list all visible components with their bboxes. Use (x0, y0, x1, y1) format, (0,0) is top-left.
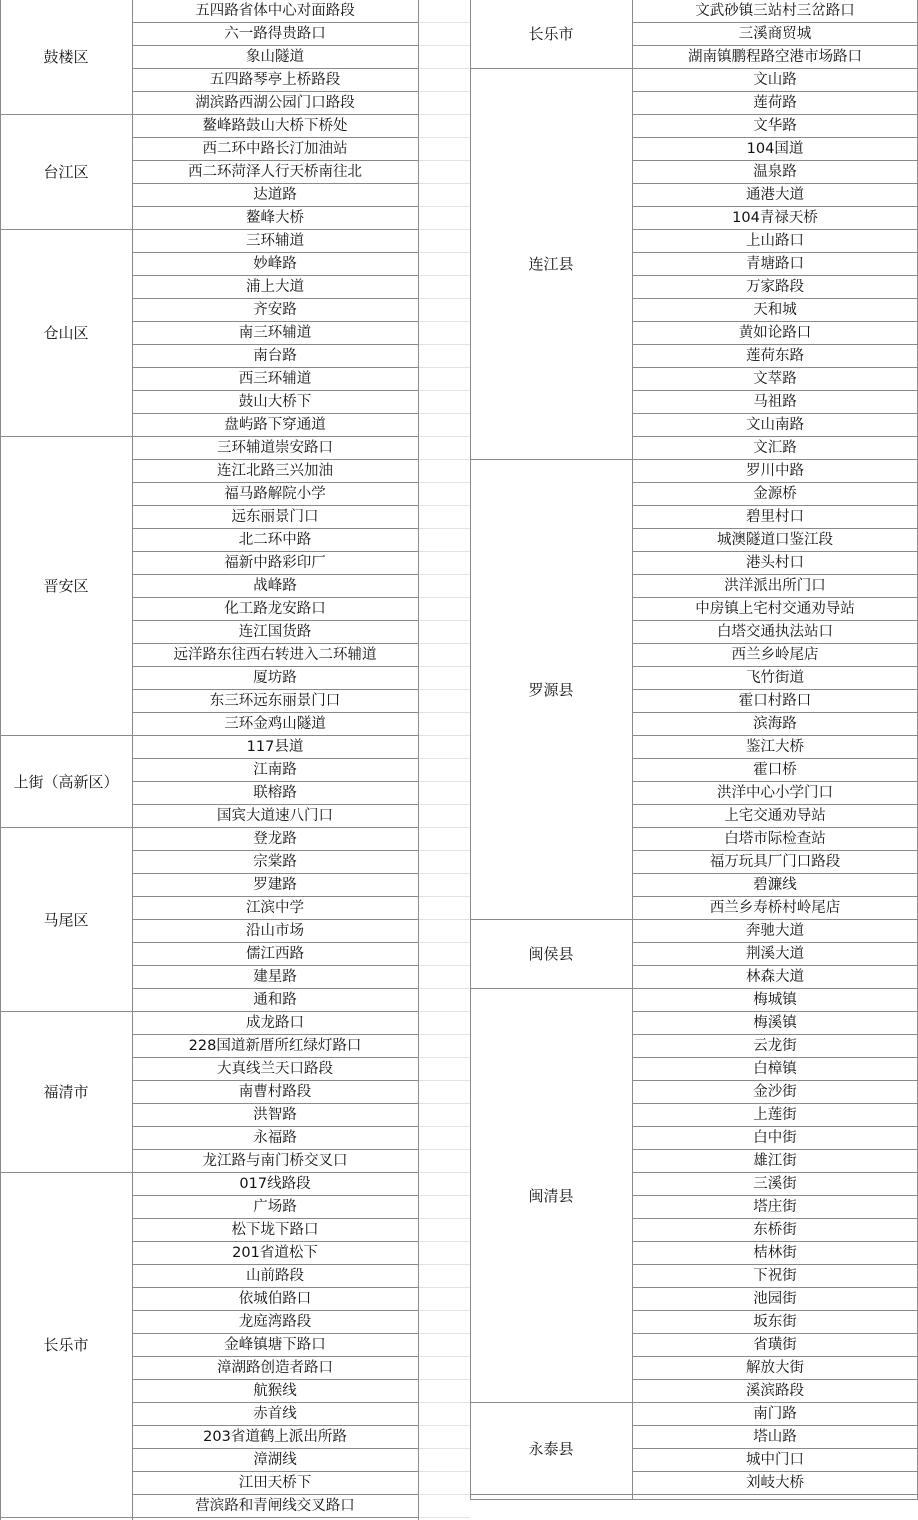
location-cell: 南曹村路段 (132, 1081, 418, 1104)
location-cell: 漳湖线 (132, 1449, 418, 1472)
location-cell: 文华路 (632, 115, 918, 138)
district-cell: 仓山区 (43, 324, 89, 342)
district-cell: 鼓楼区 (43, 48, 89, 66)
location-cell: 104国道 (632, 138, 918, 161)
location-cell: 文萃路 (632, 368, 918, 391)
district-cell: 台江区 (43, 163, 89, 181)
district-cell: 闽侯县 (528, 945, 574, 963)
location-cell: 三环辅道 (132, 230, 418, 253)
grid-line (470, 1499, 918, 1500)
location-cell: 鼓山大桥下 (132, 391, 418, 414)
district-cell: 晋安区 (43, 577, 89, 595)
district-cell: 上街（高新区） (13, 772, 119, 791)
district-cell: 福清市 (43, 1083, 89, 1101)
location-cell: 联榕路 (132, 782, 418, 805)
location-cell: 营滨路和青闸线交叉路口 (132, 1495, 418, 1518)
location-cell: 东桥街 (632, 1219, 918, 1242)
location-cell: 洪洋中心小学门口 (632, 782, 918, 805)
location-cell: 齐安路 (132, 299, 418, 322)
location-cell: 塔山路 (632, 1426, 918, 1449)
location-cell: 省璜街 (632, 1334, 918, 1357)
location-cell: 登龙路 (132, 828, 418, 851)
location-cell: 碧里村口 (632, 506, 918, 529)
district-cell: 连江县 (528, 255, 574, 273)
district-cell: 罗源县 (528, 680, 574, 699)
district-cell: 长乐市 (43, 1336, 89, 1354)
location-cell: 福新中路彩印厂 (132, 552, 418, 575)
location-cell: 罗川中路 (632, 460, 918, 483)
location-cell: 坂东街 (632, 1311, 918, 1334)
location-cell: 017线路段 (132, 1173, 418, 1196)
location-cell: 黄如论路口 (632, 322, 918, 345)
location-cell: 三环金鸡山隧道 (132, 713, 418, 736)
location-cell: 远洋路东往西右转进入二环辅道 (132, 644, 418, 667)
location-cell: 沿山市场 (132, 920, 418, 943)
location-cell: 梅城镇 (632, 989, 918, 1012)
location-cell: 西二环菏泽人行天桥南往北 (132, 161, 418, 184)
location-cell: 文山路 (632, 69, 918, 92)
location-cell: 城中门口 (632, 1449, 918, 1472)
location-cell: 妙峰路 (132, 253, 418, 276)
location-cell: 桔林街 (632, 1242, 918, 1265)
group-divider (470, 1494, 918, 1495)
location-cell: 依城伯路口 (132, 1288, 418, 1311)
location-cell: 大真线兰天口路段 (132, 1058, 418, 1081)
location-cell: 白塔交通执法站口 (632, 621, 918, 644)
location-cell: 霍口村路口 (632, 690, 918, 713)
location-cell: 鉴江大桥 (632, 736, 918, 759)
location-cell: 东三环远东丽景门口 (132, 690, 418, 713)
location-cell: 池园街 (632, 1288, 918, 1311)
location-cell: 城澳隧道口鉴江段 (632, 529, 918, 552)
location-cell: 港头村口 (632, 552, 918, 575)
location-cell: 航猴线 (132, 1380, 418, 1403)
location-cell: 漳湖路创造者路口 (132, 1357, 418, 1380)
location-cell: 战峰路 (132, 575, 418, 598)
location-cell: 203省道鹤上派出所路 (132, 1426, 418, 1449)
location-cell: 文山南路 (632, 414, 918, 437)
location-cell: 溪滨路段 (632, 1380, 918, 1403)
location-cell: 厦坊路 (132, 667, 418, 690)
location-cell: 五四路琴亭上桥路段 (132, 69, 418, 92)
location-cell: 雄江街 (632, 1150, 918, 1173)
location-cell: 六一路得贵路口 (132, 23, 418, 46)
district-cell: 闽清县 (528, 1186, 574, 1205)
location-cell: 龙庭湾路段 (132, 1311, 418, 1334)
location-cell: 福马路解院小学 (132, 483, 418, 506)
location-cell: 江滨中学 (132, 897, 418, 920)
location-cell: 云龙街 (632, 1035, 918, 1058)
location-cell: 松下垅下路口 (132, 1219, 418, 1242)
location-cell: 金沙街 (632, 1081, 918, 1104)
location-cell: 104青禄天桥 (632, 207, 918, 230)
location-cell: 西兰乡寿桥村岭尾店 (632, 897, 918, 920)
location-cell: 赤首线 (132, 1403, 418, 1426)
location-cell: 碧濂线 (632, 874, 918, 897)
location-cell: 莲荷路 (632, 92, 918, 115)
location-cell: 龙江路与南门桥交叉口 (132, 1150, 418, 1173)
location-cell: 下祝街 (632, 1265, 918, 1288)
location-cell: 刘岐大桥 (632, 1472, 918, 1495)
location-cell: 西二环中路长汀加油站 (132, 138, 418, 161)
location-cell: 通港大道 (632, 184, 918, 207)
location-cell: 霍口桥 (632, 759, 918, 782)
location-cell: 盘屿路下穿通道 (132, 414, 418, 437)
location-cell: 南台路 (132, 345, 418, 368)
location-cell: 温泉路 (632, 161, 918, 184)
location-cell: 201省道松下 (132, 1242, 418, 1265)
district-cell: 永泰县 (528, 1439, 574, 1458)
district-cell: 马尾区 (43, 910, 89, 929)
location-cell: 鳌峰大桥 (132, 207, 418, 230)
location-cell: 青塘路口 (632, 253, 918, 276)
group-divider (0, 1517, 418, 1518)
location-cell: 中房镇上宅村交通劝导站 (632, 598, 918, 621)
location-cell: 三溪商贸城 (632, 23, 918, 46)
location-cell: 白樟镇 (632, 1058, 918, 1081)
location-cell: 洪智路 (132, 1104, 418, 1127)
location-cell: 连江国货路 (132, 621, 418, 644)
location-cell: 滨海路 (632, 713, 918, 736)
location-cell: 山前路段 (132, 1265, 418, 1288)
location-cell: 连江北路三兴加油 (132, 460, 418, 483)
location-cell: 三环辅道崇安路口 (132, 437, 418, 460)
location-cell: 文汇路 (632, 437, 918, 460)
location-cell: 建星路 (132, 966, 418, 989)
location-cell: 江南路 (132, 759, 418, 782)
location-cell: 南门路 (632, 1403, 918, 1426)
location-cell: 通和路 (132, 989, 418, 1012)
location-cell: 湖滨路西湖公园门口路段 (132, 92, 418, 115)
location-cell: 湖南镇鹏程路空港市场路口 (632, 46, 918, 69)
location-cell: 远东丽景门口 (132, 506, 418, 529)
location-cell: 万家路段 (632, 276, 918, 299)
location-cell: 北二环中路 (132, 529, 418, 552)
location-cell: 白中街 (632, 1127, 918, 1150)
location-cell: 象山隧道 (132, 46, 418, 69)
location-cell: 解放大街 (632, 1357, 918, 1380)
location-cell: 文武砂镇三站村三岔路口 (632, 0, 918, 23)
location-cell: 洪洋派出所门口 (632, 575, 918, 598)
location-cell: 228国道新厝所红绿灯路口 (132, 1035, 418, 1058)
location-cell: 福万玩具厂门口路段 (632, 851, 918, 874)
location-cell: 南三环辅道 (132, 322, 418, 345)
location-cell: 成龙路口 (132, 1012, 418, 1035)
location-cell: 飞竹街道 (632, 667, 918, 690)
location-cell: 儒江西路 (132, 943, 418, 966)
location-cell: 莲荷东路 (632, 345, 918, 368)
location-cell: 浦上大道 (132, 276, 418, 299)
district-cell: 长乐市 (528, 25, 574, 43)
location-cell: 永福路 (132, 1127, 418, 1150)
location-cell: 梅溪镇 (632, 1012, 918, 1035)
location-cell: 白塔市际检查站 (632, 828, 918, 851)
blank-column (418, 0, 470, 1520)
location-cell: 金源桥 (632, 483, 918, 506)
location-cell: 上山路口 (632, 230, 918, 253)
location-cell: 西兰乡岭尾店 (632, 644, 918, 667)
location-cell: 金峰镇塘下路口 (132, 1334, 418, 1357)
location-cell: 西三环辅道 (132, 368, 418, 391)
location-cell: 达道路 (132, 184, 418, 207)
location-cell: 天和城 (632, 299, 918, 322)
location-cell: 上莲街 (632, 1104, 918, 1127)
location-cell: 化工路龙安路口 (132, 598, 418, 621)
location-cell: 奔驰大道 (632, 920, 918, 943)
location-cell: 罗建路 (132, 874, 418, 897)
location-cell: 国宾大道速八门口 (132, 805, 418, 828)
location-cell: 广场路 (132, 1196, 418, 1219)
location-cell: 三溪街 (632, 1173, 918, 1196)
location-cell: 荆溪大道 (632, 943, 918, 966)
location-cell: 鳌峰路鼓山大桥下桥处 (132, 115, 418, 138)
location-cell: 林森大道 (632, 966, 918, 989)
location-cell: 上宅交通劝导站 (632, 805, 918, 828)
location-cell: 五四路省体中心对面路段 (132, 0, 418, 23)
grid-line (418, 0, 419, 1520)
location-cell: 江田天桥下 (132, 1472, 418, 1495)
location-cell: 马祖路 (632, 391, 918, 414)
location-cell: 117县道 (132, 736, 418, 759)
location-cell: 宗棠路 (132, 851, 418, 874)
location-cell: 塔庄街 (632, 1196, 918, 1219)
